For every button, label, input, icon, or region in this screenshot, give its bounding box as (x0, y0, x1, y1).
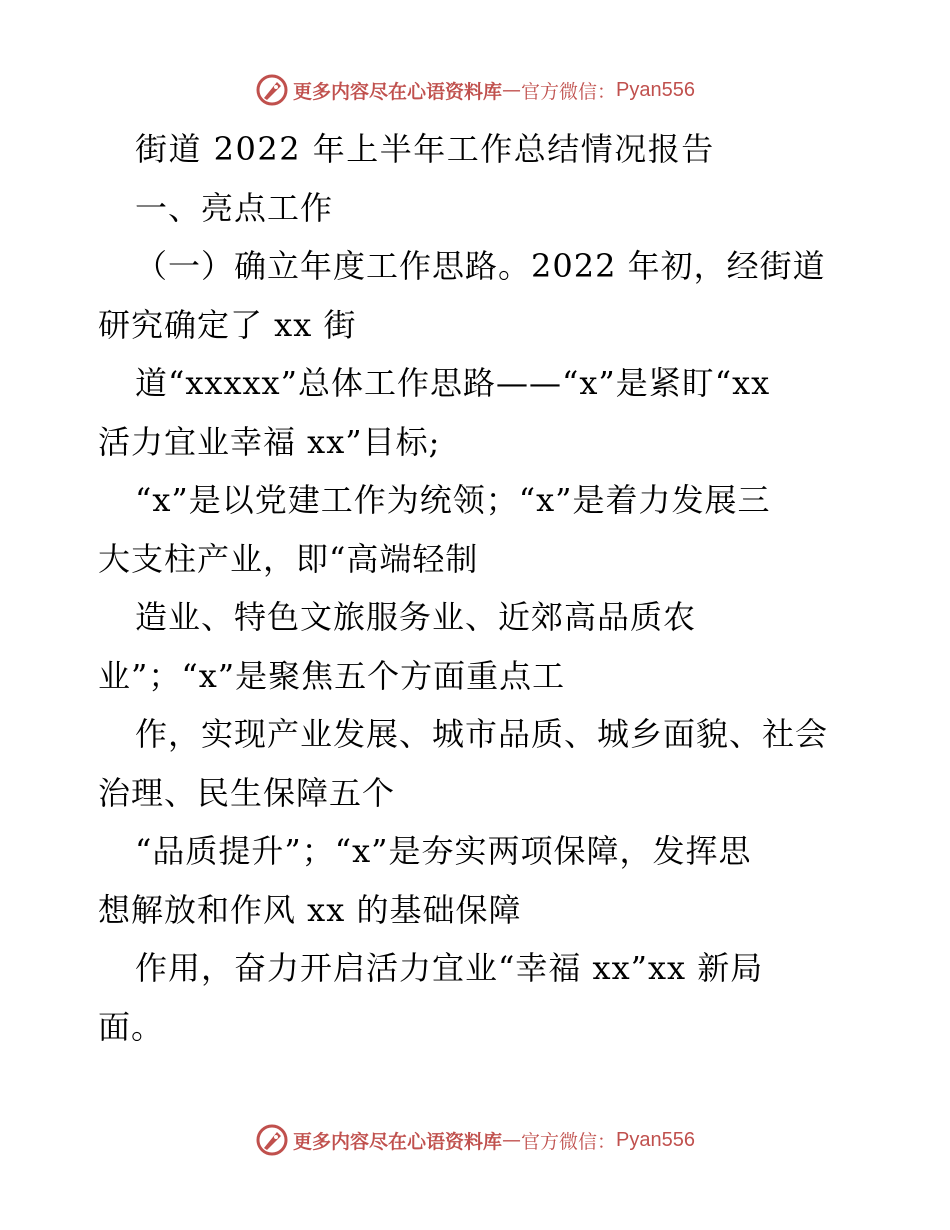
section-heading: 一、亮点工作 (135, 188, 334, 227)
paragraph-line: 大支柱产业，即“高端轻制 (98, 539, 479, 578)
paragraph-line: （一）确立年度工作思路。2022 年初，经街道 (135, 247, 826, 285)
pen-nib-icon (255, 1123, 289, 1157)
paragraph-line: 活力宜业幸福 xx”目标; (98, 422, 441, 461)
paragraph-line: 业”；“x”是聚焦五个方面重点工 (98, 656, 566, 695)
watermark-label: 官方微信： (521, 1130, 617, 1153)
paragraph-line: 治理、民生保障五个 (98, 773, 396, 812)
watermark-handle: Pyan556 (616, 78, 695, 101)
paragraph-line: 道“xxxxx”总体工作思路——“x”是紧盯“xx (135, 364, 771, 402)
watermark-handle: Pyan556 (616, 1128, 695, 1151)
watermark-separator: — (502, 1129, 522, 1151)
document-body (98, 120, 858, 1056)
watermark-main-text: 更多内容尽在心语资料库 (293, 80, 503, 103)
watermark-label: 官方微信： (521, 80, 617, 103)
header-watermark (0, 70, 950, 110)
watermark-separator: — (502, 79, 522, 101)
paragraph-line: 想解放和作风 xx 的基础保障 (98, 890, 522, 929)
paragraph-line: “x”是以党建工作为统领；“x”是着力发展三 (135, 481, 771, 519)
paragraph-line: 造业、特色文旅服务业、近郊高品质农 (135, 598, 697, 636)
footer-watermark (0, 1120, 950, 1160)
pen-nib-icon (255, 73, 289, 107)
paragraph-line: 研究确定了 xx 街 (98, 305, 357, 344)
paragraph-line: “品质提升”；“x”是夯实两项保障，发挥思 (135, 832, 752, 870)
paragraph-line: 面。 (98, 1007, 165, 1046)
watermark-main-text: 更多内容尽在心语资料库 (293, 1130, 503, 1153)
document-title: 街道 2022 年上半年工作总结情况报告 (135, 130, 715, 168)
paragraph-line: 作，实现产业发展、城市品质、城乡面貌、社会 (135, 715, 829, 753)
paragraph-line: 作用，奋力开启活力宜业“幸福 xx”xx 新局 (135, 949, 764, 987)
